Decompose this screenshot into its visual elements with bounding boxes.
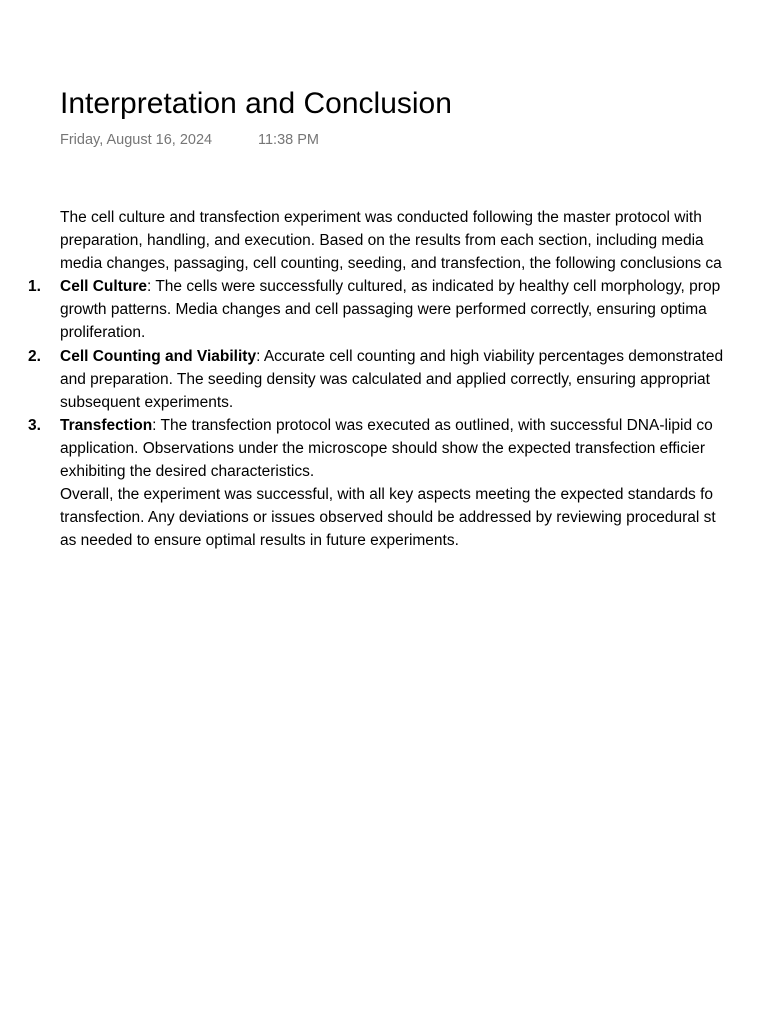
list-number: 1. — [28, 278, 41, 296]
list-item-first-line — [60, 275, 768, 298]
list-item-text: : Accurate cell counting and high viability percentages demonstrated — [256, 347, 724, 365]
list-item-text: : The transfection protocol was executed as outlined, with successful DNA-lipid co — [152, 416, 713, 434]
list-item-first-line — [60, 414, 768, 437]
list-item-text: : The cells were successfully cultured, as indicated by healthy cell morphology, prop — [146, 278, 721, 296]
intro-line: preparation, handling, and execution. Based on the results from each section, including media — [60, 232, 704, 250]
conclusion-paragraph — [60, 483, 768, 552]
page-title: Interpretation and Conclusion — [60, 87, 452, 120]
list-item-term: Cell Culture — [60, 278, 147, 296]
list-item — [60, 414, 768, 483]
conclusion-line: Overall, the experiment was successful, with all key aspects meeting the expected standards fo — [60, 486, 714, 504]
intro-line: media changes, passaging, cell counting, seeding, and transfection, the following conclusions ca — [60, 255, 722, 273]
list-item-line: exhibiting the desired characteristics. — [60, 463, 315, 481]
conclusion-line: transfection. Any deviations or issues observed should be addressed by reviewing procedural st — [60, 509, 716, 527]
list-item-first-line — [60, 345, 768, 368]
list-item-line: proliferation. — [60, 324, 146, 342]
list-item-line: and preparation. The seeding density was calculated and applied correctly, ensuring appropriat — [60, 370, 710, 388]
page-date: Friday, August 16, 2024 — [60, 132, 213, 148]
list-number: 3. — [28, 416, 41, 434]
list-number: 2. — [28, 347, 41, 365]
intro-line: The cell culture and transfection experiment was conducted following the master protocol with — [60, 209, 702, 226]
conclusion-line: as needed to ensure optimal results in future experiments. — [60, 532, 459, 550]
list-item — [60, 275, 768, 344]
intro-paragraph — [60, 206, 768, 275]
list-item-line: growth patterns. Media changes and cell passaging were performed correctly, ensuring optima — [60, 301, 707, 319]
list-item — [60, 345, 768, 414]
list-item-term: Cell Counting and Viability — [60, 347, 257, 365]
list-item-line: subsequent experiments. — [60, 393, 234, 411]
list-item-line: application. Observations under the microscope should show the expected transfection efficier — [60, 439, 706, 457]
list-item-term: Transfection — [60, 416, 153, 434]
page-time: 11:38 PM — [258, 132, 319, 148]
note-body — [60, 206, 768, 552]
